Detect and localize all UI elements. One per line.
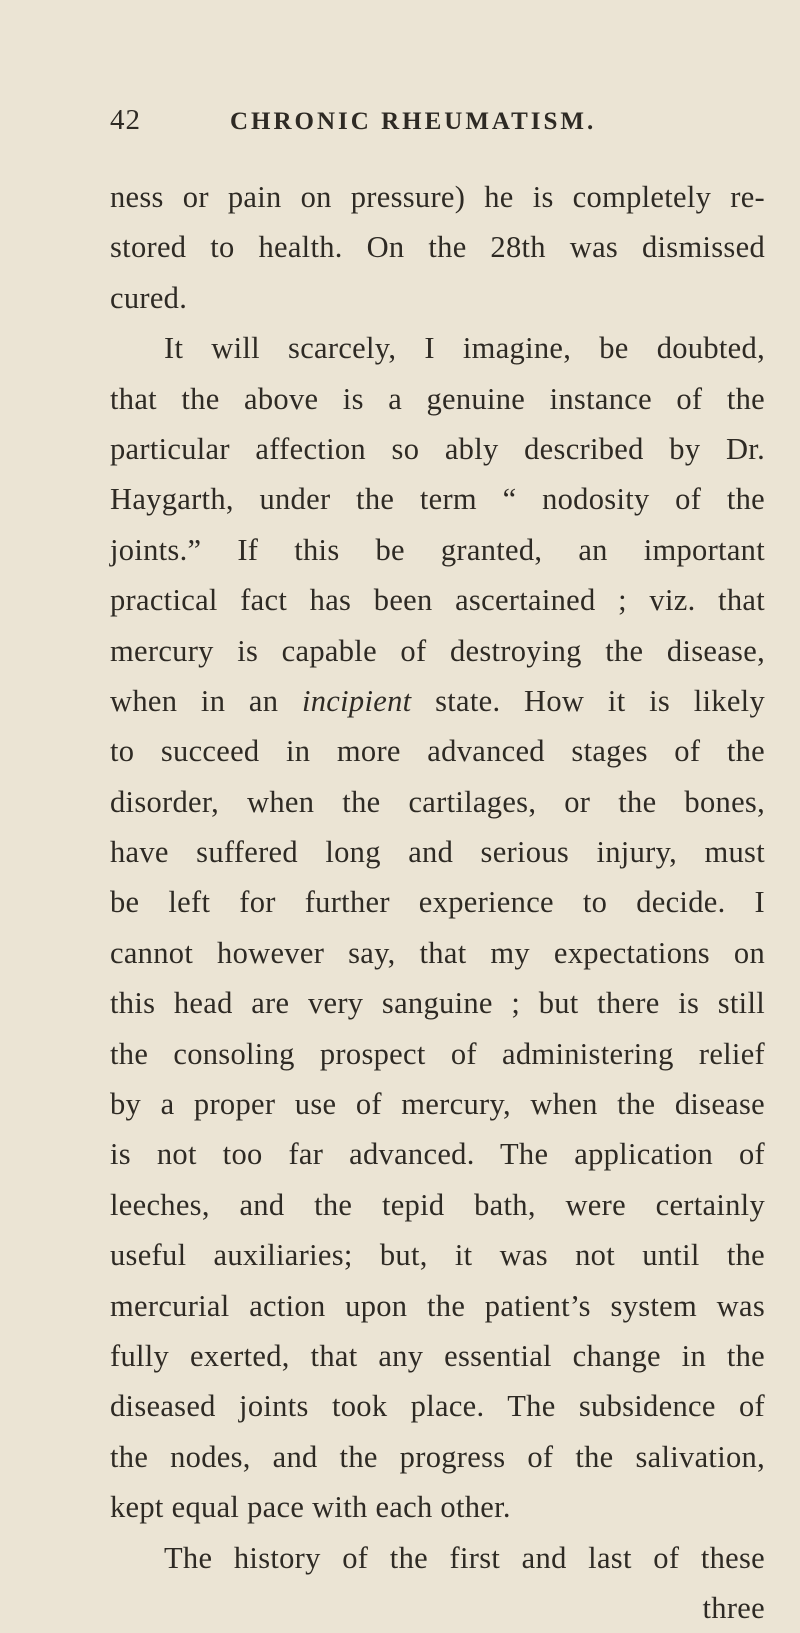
text-line: cured.	[110, 280, 188, 315]
page-number: 42	[110, 104, 141, 136]
text-line: The history of the first and last of these	[164, 1540, 765, 1575]
text-line: the nodes, and the progress of the salivation,	[110, 1439, 765, 1474]
text-line: kept equal pace with each other.	[110, 1490, 511, 1525]
text-line: practical fact has been ascertained ; viz. that	[110, 583, 765, 618]
text-line: joints.” If this be granted, an important	[110, 532, 765, 567]
text-line: the consoling prospect of administering relief	[110, 1036, 765, 1071]
text-line: to succeed in more advanced stages of the	[110, 734, 765, 769]
catchword: three	[702, 1590, 765, 1625]
running-head: CHRONIC RHEUMATISM.	[230, 108, 597, 135]
text-line: useful auxiliaries; but, it was not until the	[110, 1238, 765, 1273]
text-line: this head are very sanguine ; but there is still	[110, 986, 765, 1021]
text-line: cannot however say, that my expectations on	[110, 935, 765, 970]
text-line: diseased joints took place. The subsidence of	[110, 1389, 765, 1424]
text-line: have suffered long and serious injury, must	[110, 835, 765, 870]
text-line: leeches, and the tepid bath, were certainly	[110, 1187, 765, 1222]
text-line: is not too far advanced. The application of	[110, 1137, 765, 1172]
text-segment: state. How it is likely	[411, 683, 766, 718]
text-line: mercurial action upon the patient’s system was	[110, 1288, 765, 1323]
text-line: that the above is a genuine instance of the	[110, 381, 765, 416]
text-line: disorder, when the cartilages, or the bones,	[110, 784, 765, 819]
italic-word: incipient	[301, 683, 412, 718]
text-line: It will scarcely, I imagine, be doubted,	[164, 331, 765, 366]
text-line: by a proper use of mercury, when the disease	[110, 1087, 765, 1122]
text-line	[110, 676, 765, 726]
text-line: be left for further experience to decide. I	[110, 885, 765, 920]
page-header	[110, 104, 750, 144]
text-line: Haygarth, under the term “ nodosity of the	[110, 482, 765, 517]
text-line: ness or pain on pressure) he is completely re-	[110, 180, 765, 214]
body-text	[110, 172, 765, 1633]
text-line: mercury is capable of destroying the disease,	[110, 633, 765, 668]
text-line: fully exerted, that any essential change in the	[110, 1338, 765, 1373]
text-segment: when in an	[110, 683, 302, 718]
text-line: stored to health. On the 28th was dismissed	[110, 230, 765, 265]
text-line: particular affection so ably described by Dr.	[110, 431, 765, 466]
